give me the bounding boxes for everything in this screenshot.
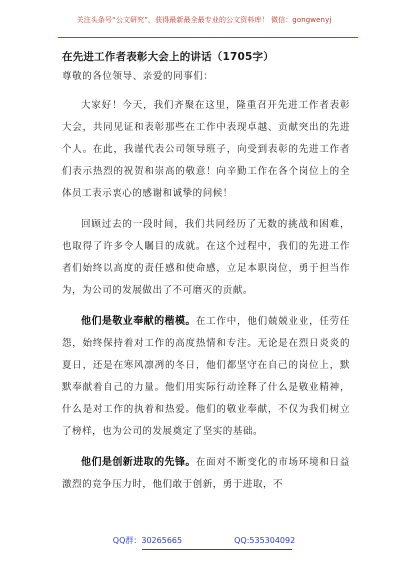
paragraph-text: 在工作中，他们兢兢业业，任劳任怨，始终保持着对工作的高度热情和专注。无论是在烈日炎炎的夏日，还是在寒风凛冽的冬日，他们都坚守在自己的岗位上，默默奉献着自己的力量。他们用实际行动诠释了什么是敬业精神，什么是对工作的执着和热爱。他们的敬业奉献，不仅为我们树立了榜样，也为公司的发展奠定了坚实的基础。	[62, 316, 350, 437]
footer-contact	[0, 535, 408, 546]
paragraph-text: 大家好！今天，我们齐聚在这里，隆重召开先进工作者表彰大会，共同见证和表彰那些在工作中表现卓越、贡献突出的先进个人。在此，我谨代表公司领导班子，向受到表彰的先进工作者们表示热烈的祝贺和崇高的敬意！向辛勤工作在各个岗位上的全体员工表示衷心的感谢和诚挚的问候！	[62, 100, 350, 199]
paragraph-text: 回顾过去的一段时间，我们共同经历了无数的挑战和困难，也取得了许多令人瞩目的成就。在这个过程中，我们的先进工作者们始终以高度的责任感和使命感，立足本职岗位，勇于担当作为，为公司的发展做出了不可磨灭的贡献。	[62, 219, 350, 296]
paragraph-3	[62, 311, 350, 443]
header-note: 关注头条号“公文研究”，获得最新最全最专业的公文资料库！ 微信：gongwenyj	[76, 16, 332, 24]
qq-number: QQ:535304092	[234, 536, 296, 545]
qq-group-number: QQ群：30265665	[112, 536, 183, 545]
salutation: 尊敬的各位领导、亲爱的同事们：	[62, 71, 214, 82]
document-body	[62, 47, 350, 505]
footer-divider	[142, 549, 292, 550]
paragraph-lead: 他们是创新进取的先锋。	[81, 457, 196, 468]
header-divider	[58, 37, 358, 38]
paragraph-2	[62, 214, 350, 302]
paragraph-1	[62, 95, 350, 205]
paragraph-4	[62, 452, 350, 496]
paragraph-lead: 他们是敬业奉献的楷模。	[81, 316, 196, 327]
document-title: 在先进工作者表彰大会上的讲话（1705字）	[62, 51, 274, 63]
paragraph-text: 在面对不断变化的市场环境和日益激烈的竞争压力时，他们敢于创新，勇于进取，不	[62, 457, 350, 490]
